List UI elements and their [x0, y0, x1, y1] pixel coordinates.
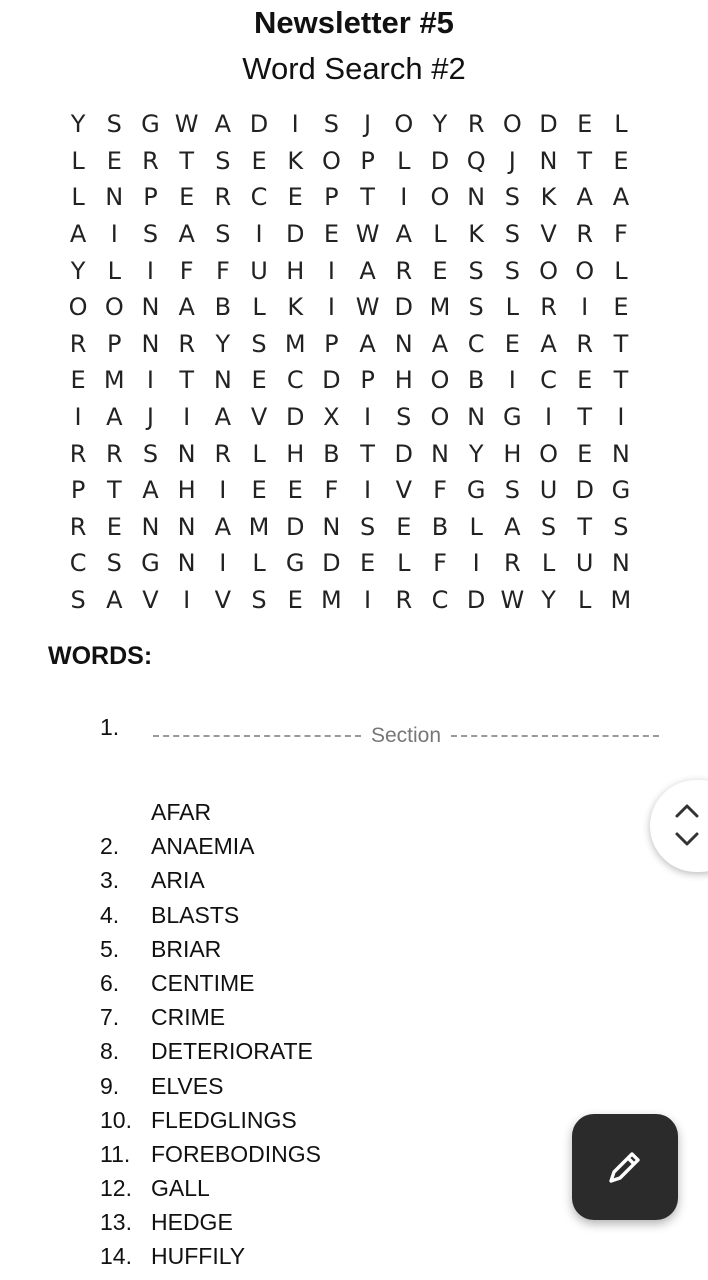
list-item-word: BRIAR	[151, 935, 222, 962]
grid-letter: T	[613, 366, 629, 395]
grid-letter: A	[612, 183, 630, 212]
grid-letter: E	[251, 366, 267, 395]
grid-letter: I	[146, 366, 154, 395]
grid-letter: A	[178, 293, 195, 322]
list-item-word: ARIA	[151, 867, 205, 894]
grid-letter: R	[576, 220, 594, 249]
grid-letter: S	[251, 586, 267, 615]
chevron-down-icon[interactable]	[674, 830, 700, 848]
grid-letter: I	[74, 403, 82, 432]
grid-letter: M	[284, 329, 306, 358]
grid-letter: N	[177, 549, 196, 578]
divider-line-right	[451, 735, 659, 737]
grid-letter: I	[327, 293, 335, 322]
grid-letter: E	[287, 183, 303, 212]
grid-letter: I	[364, 476, 372, 505]
grid-letter: E	[251, 146, 267, 175]
list-item	[0, 898, 708, 932]
list-item-word: CENTIME	[151, 969, 255, 996]
grid-letter: A	[214, 512, 232, 541]
grid-letter: R	[504, 549, 521, 578]
list-item-number: 11.	[100, 1140, 131, 1167]
list-item-number: 10.	[100, 1106, 132, 1133]
grid-letter: J	[146, 403, 154, 432]
grid-letter: E	[251, 476, 267, 505]
grid-letter: L	[469, 512, 483, 541]
section-label: Section	[370, 724, 442, 747]
grid-letter: T	[179, 146, 194, 175]
grid-letter: E	[577, 366, 593, 395]
grid-letter: N	[539, 146, 558, 175]
grid-letter: R	[467, 110, 485, 139]
grid-letter: G	[141, 549, 160, 578]
chevron-up-icon[interactable]	[674, 802, 700, 820]
grid-letter: I	[581, 293, 589, 322]
grid-letter: I	[400, 183, 408, 212]
grid-letter: N	[611, 549, 630, 578]
list-item	[0, 966, 708, 1000]
grid-letter: I	[508, 366, 516, 395]
grid-letter: U	[539, 476, 558, 505]
list-item-number: 6.	[100, 969, 120, 996]
grid-letter: H	[394, 366, 413, 395]
grid-letter: L	[71, 183, 85, 212]
grid-letter: N	[467, 183, 486, 212]
grid-letter: O	[68, 293, 88, 322]
grid-letter: B	[431, 512, 449, 541]
grid-letter: D	[430, 146, 450, 175]
grid-letter: H	[177, 476, 196, 505]
list-item	[0, 1069, 708, 1103]
grid-letter: L	[252, 293, 266, 322]
grid-letter: A	[540, 329, 557, 358]
grid-letter: W	[355, 293, 380, 322]
grid-letter: E	[396, 512, 412, 541]
grid-letter: V	[250, 403, 268, 432]
grid-letter: K	[287, 146, 304, 175]
grid-letter: N	[141, 512, 160, 541]
grid-letter: P	[360, 146, 375, 175]
grid-letter: R	[69, 329, 87, 358]
grid-letter: R	[395, 586, 413, 615]
list-item-word: FOREBODINGS	[151, 1140, 321, 1167]
grid-letter: S	[215, 220, 231, 249]
grid-letter: D	[394, 439, 414, 468]
grid-letter: S	[106, 110, 122, 139]
grid-letter: L	[614, 256, 628, 285]
grid-letter: X	[323, 403, 340, 432]
grid-letter: M	[103, 366, 125, 395]
grid-letter: E	[613, 293, 629, 322]
grid-letter: E	[323, 220, 339, 249]
grid-letter: B	[323, 439, 340, 468]
grid-letter: L	[107, 256, 121, 285]
grid-letter: L	[614, 110, 628, 139]
grid-letter: E	[287, 476, 303, 505]
grid-letter: M	[321, 586, 342, 615]
grid-letter: N	[105, 183, 124, 212]
grid-letter: Y	[468, 439, 484, 468]
grid-letter: R	[69, 439, 87, 468]
page-subtitle: Word Search #2	[242, 51, 466, 86]
grid-letter: J	[364, 110, 372, 139]
grid-letter: L	[71, 146, 85, 175]
grid-letter: I	[219, 476, 227, 505]
grid-letter: S	[106, 549, 122, 578]
grid-letter: O	[321, 146, 341, 175]
grid-letter: I	[110, 220, 118, 249]
grid-letter: S	[504, 183, 520, 212]
grid-letter: C	[286, 366, 304, 395]
list-item-number: 2.	[100, 833, 120, 860]
grid-letter: P	[143, 183, 158, 212]
grid-letter: W	[500, 586, 525, 615]
grid-letter: S	[540, 512, 557, 541]
grid-letter: K	[468, 220, 485, 249]
grid-letter: N	[394, 329, 413, 358]
grid-letter: T	[577, 403, 593, 432]
grid-letter: N	[177, 439, 196, 468]
grid-letter: A	[178, 220, 195, 249]
grid-letter: A	[359, 256, 376, 285]
grid-letter: R	[178, 329, 195, 358]
grid-letter: U	[250, 256, 268, 285]
grid-letter: Q	[466, 146, 486, 175]
grid-letter: B	[467, 366, 485, 395]
grid-letter: L	[397, 549, 411, 578]
list-item-word: HUFFILY	[151, 1243, 246, 1270]
grid-letter: M	[248, 512, 270, 541]
grid-letter: L	[578, 586, 592, 615]
grid-letter: E	[504, 329, 520, 358]
grid-letter: T	[360, 439, 375, 468]
list-item-word: HEDGE	[151, 1209, 233, 1236]
grid-letter: D	[394, 293, 414, 322]
grid-letter: G	[503, 403, 522, 432]
list-item	[0, 1239, 708, 1273]
grid-letter: O	[430, 403, 450, 432]
grid-letter: A	[69, 220, 87, 249]
edit-button[interactable]	[572, 1114, 678, 1220]
grid-letter: L	[541, 549, 556, 578]
grid-letter: T	[577, 512, 593, 541]
grid-letter: R	[576, 329, 594, 358]
grid-letter: E	[360, 549, 376, 578]
grid-letter: I	[472, 549, 480, 578]
grid-letter: A	[395, 220, 412, 249]
grid-letter: C	[540, 366, 557, 395]
grid-letter: R	[395, 256, 413, 285]
grid-letter: D	[539, 110, 558, 139]
list-item-word: CRIME	[151, 1004, 226, 1031]
grid-letter: C	[431, 586, 449, 615]
grid-letter: C	[250, 183, 268, 212]
words-heading: WORDS:	[48, 642, 153, 670]
grid-letter: O	[430, 183, 450, 212]
grid-letter: U	[575, 549, 594, 578]
grid-letter: V	[540, 220, 557, 249]
grid-letter: G	[466, 476, 486, 505]
grid-letter: N	[177, 512, 196, 541]
list-item-number: 12.	[100, 1175, 132, 1202]
grid-letter: T	[577, 146, 593, 175]
grid-letter: J	[508, 146, 516, 175]
list-item-number: 13.	[100, 1209, 132, 1236]
grid-letter: S	[396, 403, 412, 432]
grid-letter: S	[323, 110, 340, 139]
list-item	[0, 1000, 708, 1034]
grid-letter: F	[324, 476, 339, 505]
grid-letter: Y	[432, 110, 448, 139]
grid-letter: M	[610, 586, 632, 615]
grid-letter: O	[539, 439, 558, 468]
grid-letter: T	[613, 329, 629, 358]
grid-letter: O	[575, 256, 595, 285]
grid-letter: I	[219, 549, 227, 578]
grid-letter: L	[397, 146, 411, 175]
grid-letter: I	[291, 110, 299, 139]
grid-letter: M	[429, 293, 451, 322]
grid-letter: I	[364, 586, 372, 615]
grid-letter: E	[106, 512, 122, 541]
grid-letter: I	[146, 256, 154, 285]
grid-letter: F	[614, 220, 628, 249]
grid-letter: A	[106, 586, 123, 615]
grid-letter: S	[251, 329, 267, 358]
grid-letter: R	[105, 439, 123, 468]
grid-letter: O	[539, 256, 558, 285]
grid-letter: R	[142, 146, 159, 175]
grid-letter: E	[106, 146, 122, 175]
grid-letter: R	[69, 512, 87, 541]
grid-letter: D	[322, 366, 341, 395]
grid-letter: O	[430, 366, 450, 395]
grid-letter: L	[505, 293, 520, 322]
grid-letter: F	[433, 549, 447, 578]
grid-letter: S	[142, 220, 159, 249]
grid-letter: T	[106, 476, 122, 505]
grid-letter: D	[322, 549, 341, 578]
grid-letter: O	[502, 110, 522, 139]
section-divider	[153, 724, 659, 748]
list-item-word: FLEDGLINGS	[151, 1106, 297, 1133]
grid-letter: I	[364, 403, 372, 432]
grid-letter: O	[394, 110, 414, 139]
grid-letter: H	[286, 439, 305, 468]
grid-letter: K	[287, 293, 304, 322]
grid-letter: I	[617, 403, 625, 432]
grid-letter: A	[106, 403, 123, 432]
grid-letter: N	[611, 439, 630, 468]
list-item-word: DETERIORATE	[151, 1038, 313, 1065]
list-item-word: BLASTS	[151, 901, 240, 928]
grid-letter: A	[359, 329, 376, 358]
grid-letter: N	[213, 366, 232, 395]
grid-letter: L	[252, 549, 266, 578]
list-item	[0, 863, 708, 897]
grid-letter: L	[252, 439, 266, 468]
grid-letter: A	[504, 512, 521, 541]
list-item-number: 7.	[100, 1004, 120, 1031]
grid-letter: S	[468, 256, 484, 285]
grid-letter: C	[69, 549, 87, 578]
word-search-grid	[60, 106, 639, 618]
grid-letter: E	[179, 183, 195, 212]
grid-letter: A	[214, 110, 232, 139]
grid-letter: Y	[70, 256, 86, 285]
grid-letter: R	[214, 183, 232, 212]
grid-letter: H	[286, 256, 305, 285]
grid-letter: E	[432, 256, 448, 285]
grid-letter: A	[576, 183, 593, 212]
grid-letter: K	[540, 183, 557, 212]
grid-letter: I	[183, 586, 191, 615]
grid-letter: D	[575, 476, 594, 505]
grid-letter: F	[215, 256, 230, 285]
grid-letter: S	[142, 439, 159, 468]
grid-letter: V	[395, 476, 412, 505]
grid-letter: H	[503, 439, 522, 468]
grid-letter: C	[467, 329, 485, 358]
pencil-icon	[603, 1145, 647, 1189]
grid-letter: N	[322, 512, 341, 541]
grid-letter: S	[70, 586, 86, 615]
grid-letter: E	[613, 146, 629, 175]
list-item-number: 8.	[100, 1038, 120, 1065]
grid-letter: S	[504, 220, 520, 249]
list-item-number: 4.	[100, 901, 120, 928]
grid-letter: S	[613, 512, 629, 541]
grid-letter: R	[540, 293, 557, 322]
grid-letter: N	[141, 293, 160, 322]
grid-letter: P	[70, 476, 86, 505]
grid-letter: D	[285, 403, 305, 432]
grid-letter: S	[504, 256, 520, 285]
grid-letter: A	[142, 476, 159, 505]
page-title: Newsletter #5	[254, 5, 454, 40]
grid-letter: D	[466, 586, 486, 615]
grid-letter: P	[324, 329, 339, 358]
grid-letter: I	[183, 403, 191, 432]
grid-letter: S	[359, 512, 376, 541]
section-number: 1.	[100, 714, 120, 740]
section-row	[0, 712, 708, 762]
grid-letter: I	[255, 220, 263, 249]
grid-letter: R	[214, 439, 232, 468]
grid-letter: P	[324, 183, 339, 212]
list-item-number: 9.	[100, 1072, 120, 1099]
grid-letter: B	[214, 293, 232, 322]
grid-letter: S	[468, 293, 484, 322]
grid-letter: V	[142, 586, 159, 615]
grid-letter: E	[287, 586, 303, 615]
grid-letter: E	[577, 439, 593, 468]
grid-letter: N	[430, 439, 449, 468]
grid-letter: G	[141, 110, 160, 139]
list-item	[0, 795, 708, 829]
grid-letter: A	[214, 403, 232, 432]
list-item	[0, 829, 708, 863]
list-item	[0, 1034, 708, 1068]
grid-letter: O	[104, 293, 124, 322]
grid-letter: W	[355, 220, 380, 249]
grid-letter: E	[70, 366, 86, 395]
grid-letter: D	[249, 110, 269, 139]
grid-letter: F	[179, 256, 194, 285]
list-item-number: 14.	[100, 1243, 132, 1270]
grid-letter: T	[360, 183, 375, 212]
grid-letter: S	[504, 476, 520, 505]
grid-letter: S	[215, 146, 231, 175]
grid-letter: D	[285, 220, 305, 249]
list-item-number: 5.	[100, 935, 120, 962]
list-item-number: 3.	[100, 867, 120, 894]
list-item-word: AFAR	[151, 799, 212, 825]
grid-letter: Y	[70, 110, 86, 139]
grid-letter: Y	[541, 586, 556, 615]
grid-letter: W	[174, 110, 199, 139]
grid-letter: N	[467, 403, 486, 432]
grid-letter: T	[179, 366, 194, 395]
grid-letter: G	[285, 549, 305, 578]
grid-letter: D	[285, 512, 305, 541]
grid-letter: E	[577, 110, 593, 139]
grid-letter: A	[431, 329, 449, 358]
grid-letter: P	[360, 366, 375, 395]
grid-letter: V	[214, 586, 232, 615]
grid-letter: I	[544, 403, 553, 432]
grid-letter: F	[433, 476, 447, 505]
grid-letter: N	[141, 329, 160, 358]
divider-line-left	[153, 735, 361, 737]
list-item	[0, 932, 708, 966]
list-item-word: ANAEMIA	[151, 833, 255, 860]
list-item-word: ELVES	[151, 1072, 224, 1099]
grid-letter: I	[327, 256, 335, 285]
grid-letter: L	[433, 220, 447, 249]
grid-letter: G	[611, 476, 631, 505]
grid-letter: P	[107, 329, 122, 358]
list-item-word: GALL	[151, 1175, 210, 1202]
grid-letter: Y	[215, 329, 231, 358]
